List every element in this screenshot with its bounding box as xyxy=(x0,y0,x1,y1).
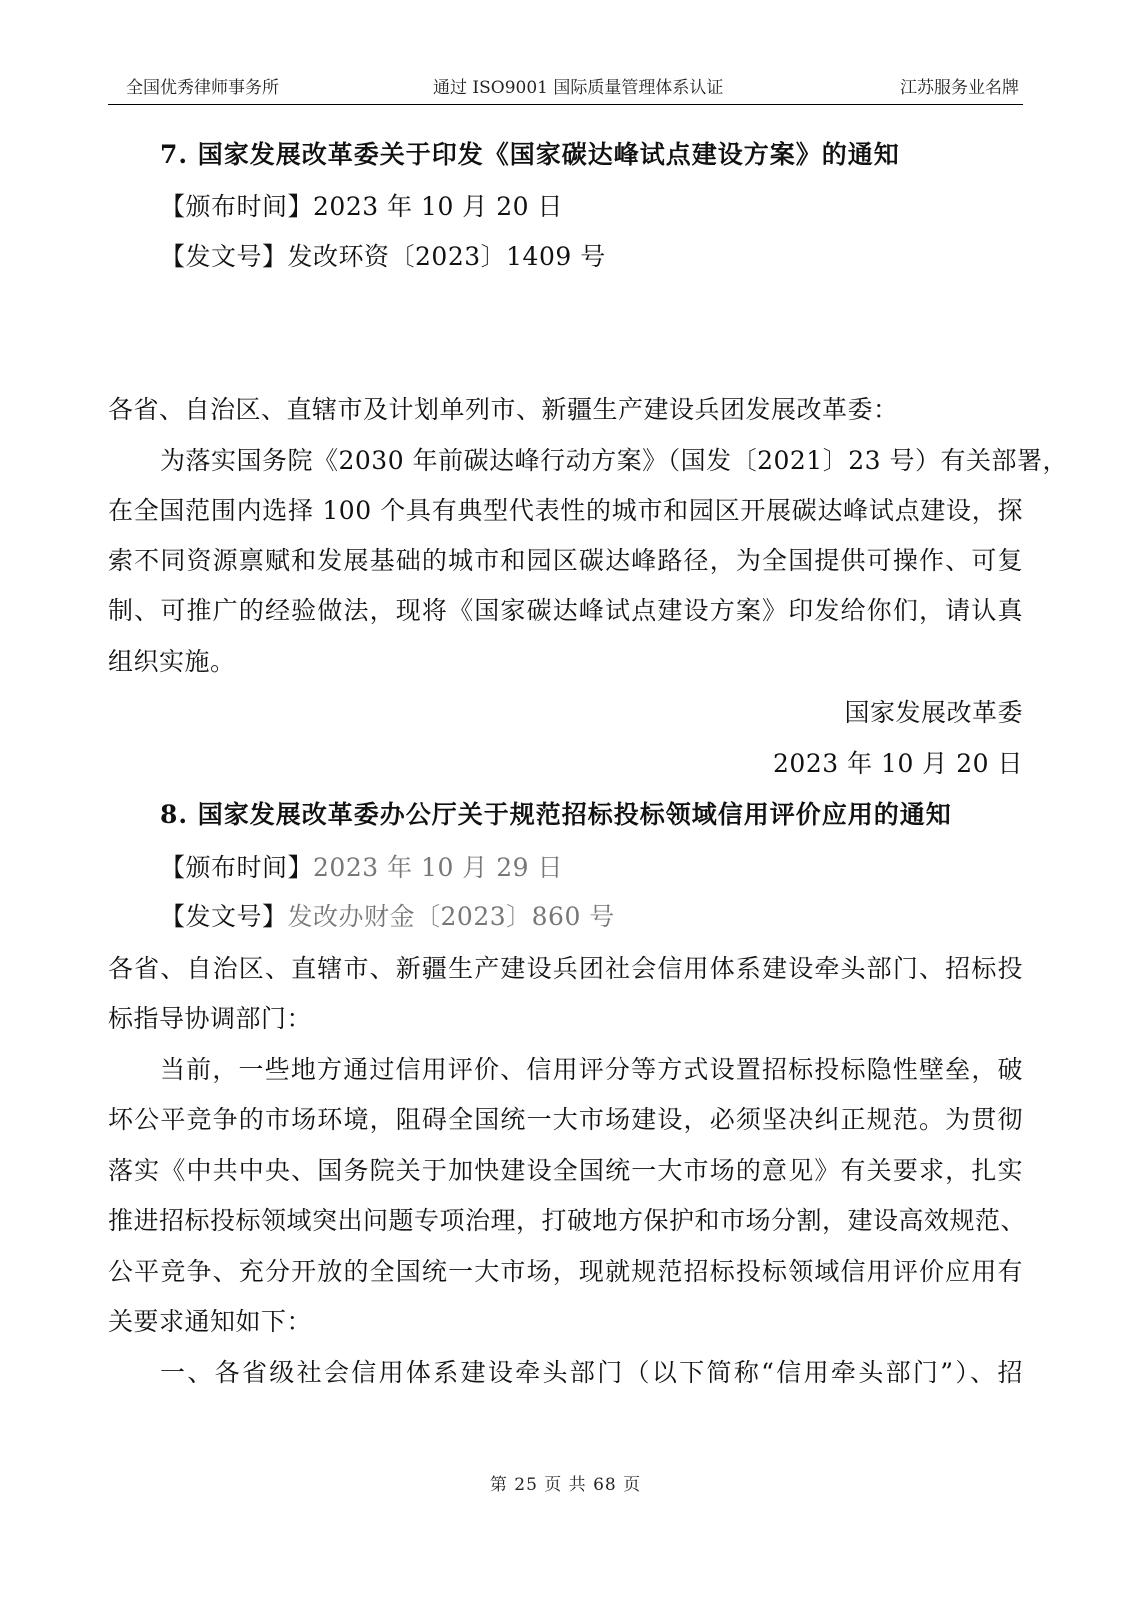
section7-doc-value: 发改环资〔2023〕1409 号 xyxy=(287,242,606,271)
page-number: 第 25 页 共 68 页 xyxy=(489,1475,642,1495)
section8-doc-label: 【发文号】 xyxy=(160,902,288,931)
section7-body-line: 索不同资源禀赋和发展基础的城市和园区碳达峰路径，为全国提供可操作、可复 xyxy=(108,546,1023,575)
section7-body-line: 组织实施。 xyxy=(108,647,236,676)
section8-salutation-line: 各省、自治区、直辖市、新疆生产建设兵团社会信用体系建设牵头部门、招标投 xyxy=(108,954,1023,983)
section7-doc-label: 【发文号】 xyxy=(160,242,288,271)
header-right-text: 江苏服务业名牌 xyxy=(900,78,1019,98)
section8-doc-value: 发改办财金〔2023〕860 号 xyxy=(287,902,615,931)
section7-body-line: 在全国范围内选择 100 个具有典型代表性的城市和园区开展碳达峰试点建设，探 xyxy=(108,496,1023,525)
section8-salutation-line: 标指导协调部门： xyxy=(108,1004,313,1033)
section8-body-line: 公平竞争、充分开放的全国统一大市场，现就规范招标投标领域信用评价应用有 xyxy=(108,1257,1023,1286)
section7-body-line: 制、可推广的经验做法，现将《国家碳达峰试点建设方案》印发给你们，请认真 xyxy=(108,596,1023,625)
section8-body-line: 落实《中共中央、国务院关于加快建设全国统一大市场的意见》有关要求，扎实 xyxy=(108,1156,1023,1185)
section7-body-line: 为落实国务院《2030 年前碳达峰行动方案》（国发〔2021〕23 号）有关部署， xyxy=(160,446,1068,475)
header-center-text: 通过 ISO9001 国际质量管理体系认证 xyxy=(433,78,724,98)
section8-date-value: 2023 年 10 月 29 日 xyxy=(313,853,563,882)
section7-signature: 国家发展改革委 xyxy=(844,698,1023,727)
header-divider xyxy=(108,104,1023,105)
section7-date-label: 【颁布时间】 xyxy=(160,192,314,221)
section7-doc-number xyxy=(160,242,1075,272)
section8-date-label: 【颁布时间】 xyxy=(160,853,314,882)
section8-body-line: 坏公平竞争的市场环境，阻碍全国统一大市场建设，必须坚决纠正规范。为贯彻 xyxy=(108,1105,1023,1134)
section8-body-line: 当前，一些地方通过信用评价、信用评分等方式设置招标投标隐性壁垒，破 xyxy=(160,1055,1023,1084)
section7-salutation: 各省、自治区、直辖市及计划单列市、新疆生产建设兵团发展改革委： xyxy=(108,395,899,424)
section8-item-1: 一、各省级社会信用体系建设牵头部门（以下简称“信用牵头部门”）、招 xyxy=(160,1358,1023,1387)
section7-signature-date: 2023 年 10 月 20 日 xyxy=(773,749,1023,778)
section8-body-line: 关要求通知如下： xyxy=(108,1307,313,1336)
section8-date xyxy=(160,853,1075,883)
section7-date xyxy=(160,192,1075,222)
section8-body-line: 推进招标投标领域突出问题专项治理，打破地方保护和市场分割，建设高效规范、 xyxy=(108,1206,1027,1235)
section8-doc-number xyxy=(160,902,1075,932)
header-left-text: 全国优秀律师事务所 xyxy=(126,78,279,98)
section8-title: 8. 国家发展改革委办公厅关于规范招标投标领域信用评价应用的通知 xyxy=(160,800,952,829)
section7-date-value: 2023 年 10 月 20 日 xyxy=(313,192,563,221)
section7-title: 7. 国家发展改革委关于印发《国家碳达峰试点建设方案》的通知 xyxy=(160,140,900,169)
